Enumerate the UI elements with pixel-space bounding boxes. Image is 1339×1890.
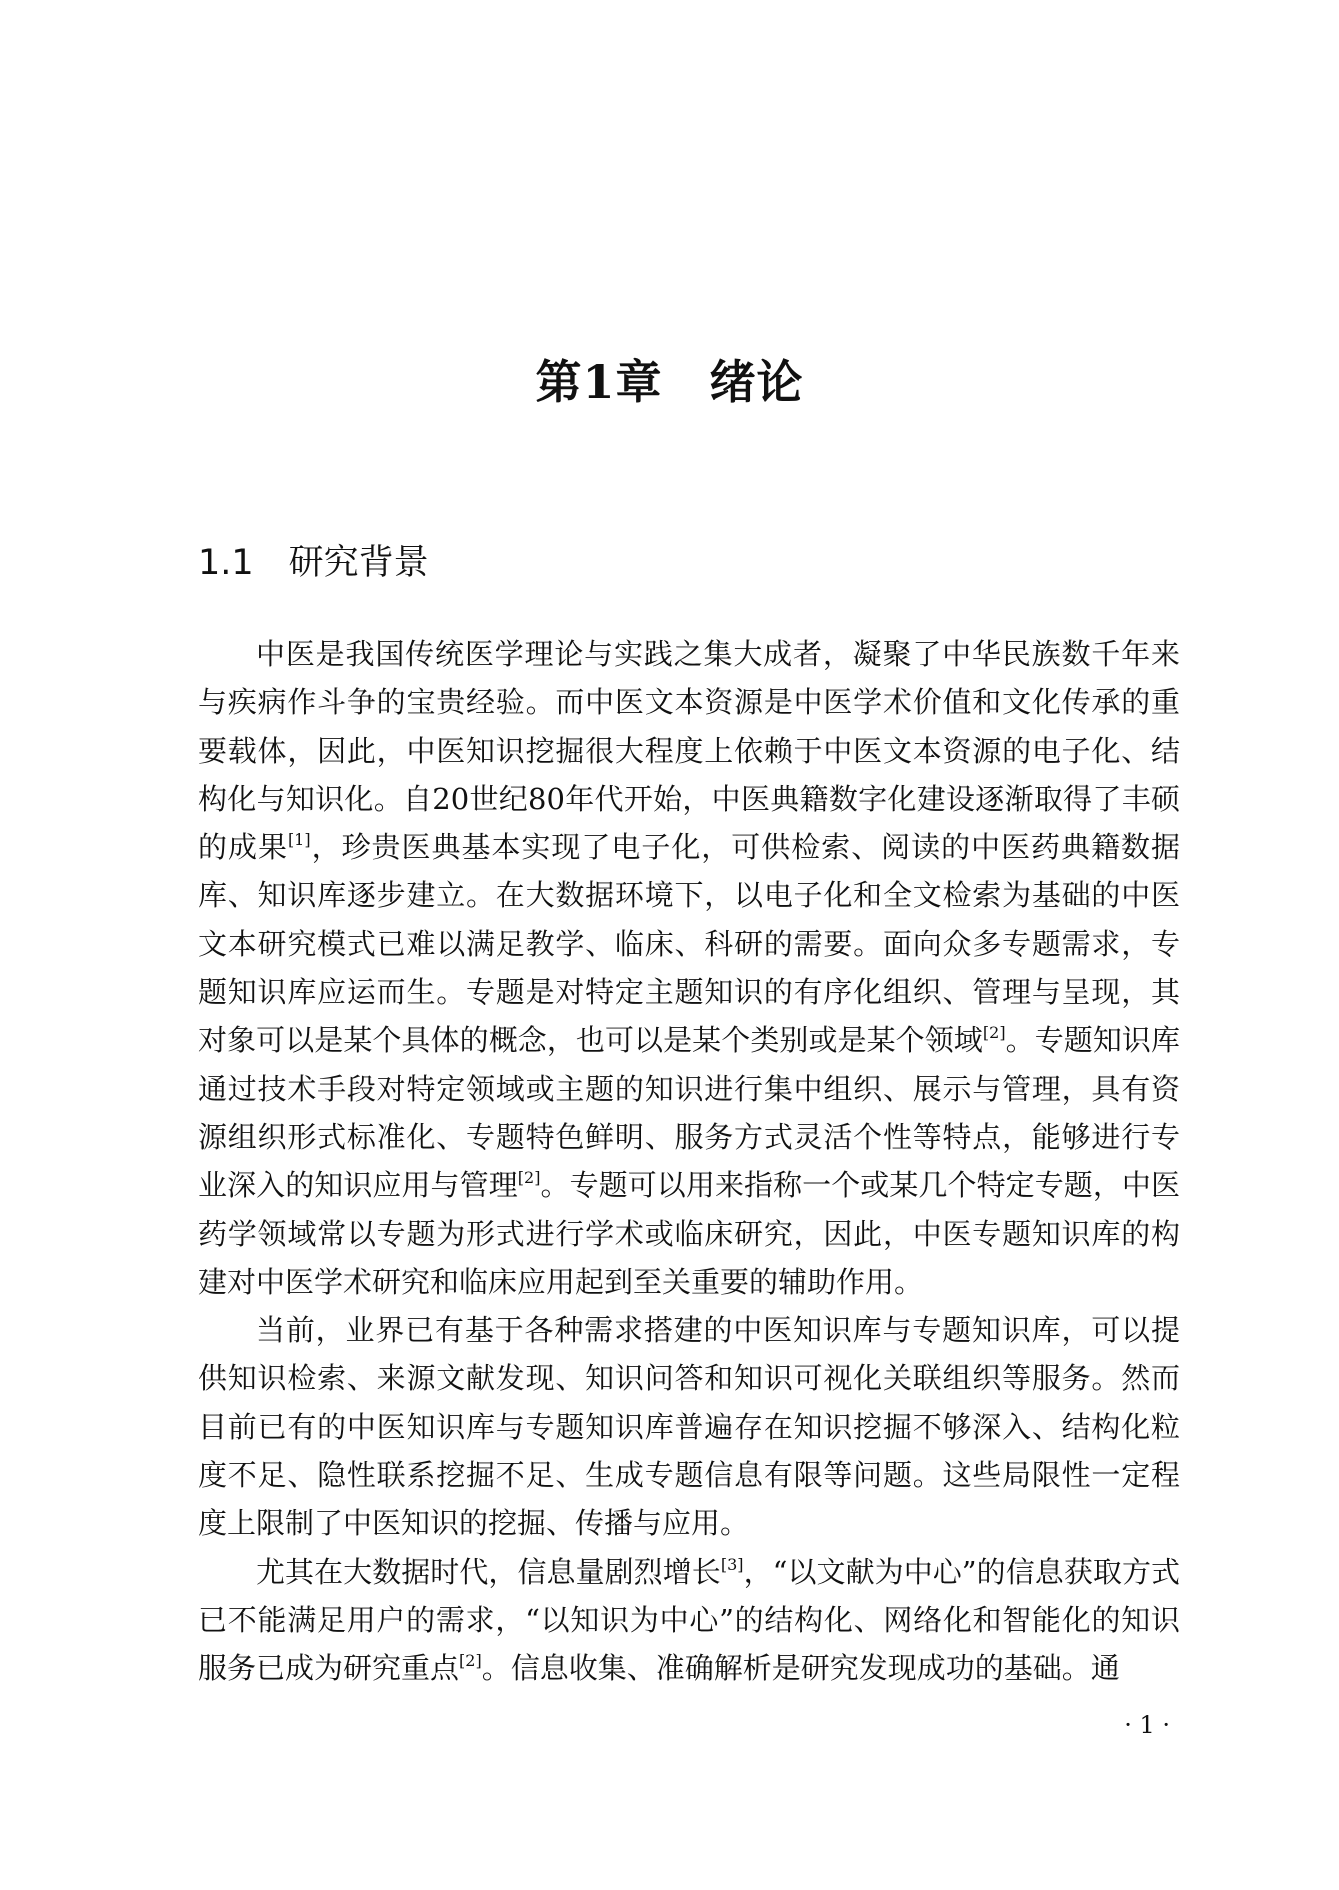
citation-ref: [2] xyxy=(982,1023,1006,1043)
chapter-title: 第1章 绪论 xyxy=(535,355,804,409)
section-heading: 1.1 研究背景 xyxy=(198,543,429,583)
page-number: · 1 · xyxy=(1124,1711,1170,1739)
citation-ref: [3] xyxy=(720,1554,744,1574)
text-run: 。专题知识库通过技术手段对特定领域或主题的知识进行集中组织、展示与管理，具有资源组织形式标准化、专题特色鲜明、服务方式灵活个性等特点，能够进行专业深入的知识应用与管理 xyxy=(198,1023,1180,1203)
text-run: ，珍贵医典基本实现了电子化，可供检索、阅读的中医药典籍数据库、知识库逐步建立。在大数据环境下，以电子化和全文检索为基础的中医文本研究模式已难以满足教学、临床、科研的需要。面向众多专题需求，专题知识库应运而生。专题是对特定主题知识的有序化组织、管理与呈现，其对象可以是某个具体的概念，也可以是某个类别或是某个领域 xyxy=(198,830,1180,1058)
citation-ref: [2] xyxy=(517,1168,541,1188)
text-run: 。信息收集、准确解析是研究发现成功的基础。通 xyxy=(481,1651,1120,1686)
text-run: 。专题可以用来指称一个或某几个特定专题，中医药学领域常以专题为形式进行学术或临床研究，因此，中医专题知识库的构建对中医学术研究和临床应用起到至关重要的辅助作用。 xyxy=(198,1168,1180,1299)
paragraph xyxy=(198,1306,1180,1547)
paragraph xyxy=(198,1548,1180,1693)
text-run: 尤其在大数据时代，信息量剧烈增长 xyxy=(256,1554,721,1589)
paragraph xyxy=(198,630,1180,1306)
body-text xyxy=(198,630,1180,1693)
citation-ref: [2] xyxy=(459,1651,482,1671)
text-run: 当前，业界已有基于各种需求搭建的中医知识库与专题知识库，可以提供知识检索、来源文献发现、知识问答和知识可视化关联组织等服务。然而目前已有的中医知识库与专题知识库普遍存在知识挖掘不够深入、结构化粒度不足、隐性联系挖掘不足、生成专题信息有限等问题。这些局限性一定程度上限制了中医知识的挖掘、传播与应用。 xyxy=(198,1313,1180,1541)
citation-ref: [1] xyxy=(287,830,311,850)
text-run: 中医是我国传统医学理论与实践之集大成者，凝聚了中华民族数千年来与疾病作斗争的宝贵经验。而中医文本资源是中医学术价值和文化传承的重要载体，因此，中医知识挖掘很大程度上依赖于中医文本资源的电子化、结构化与知识化。自20世纪80年代开始，中医典籍数字化建设逐渐取得了丰硕的成果 xyxy=(198,637,1180,865)
text-run: ，“以文献为中心”的信息获取方式已不能满足用户的需求，“以知识为中心”的结构化、网络化和智能化的知识服务已成为研究重点 xyxy=(198,1554,1180,1686)
